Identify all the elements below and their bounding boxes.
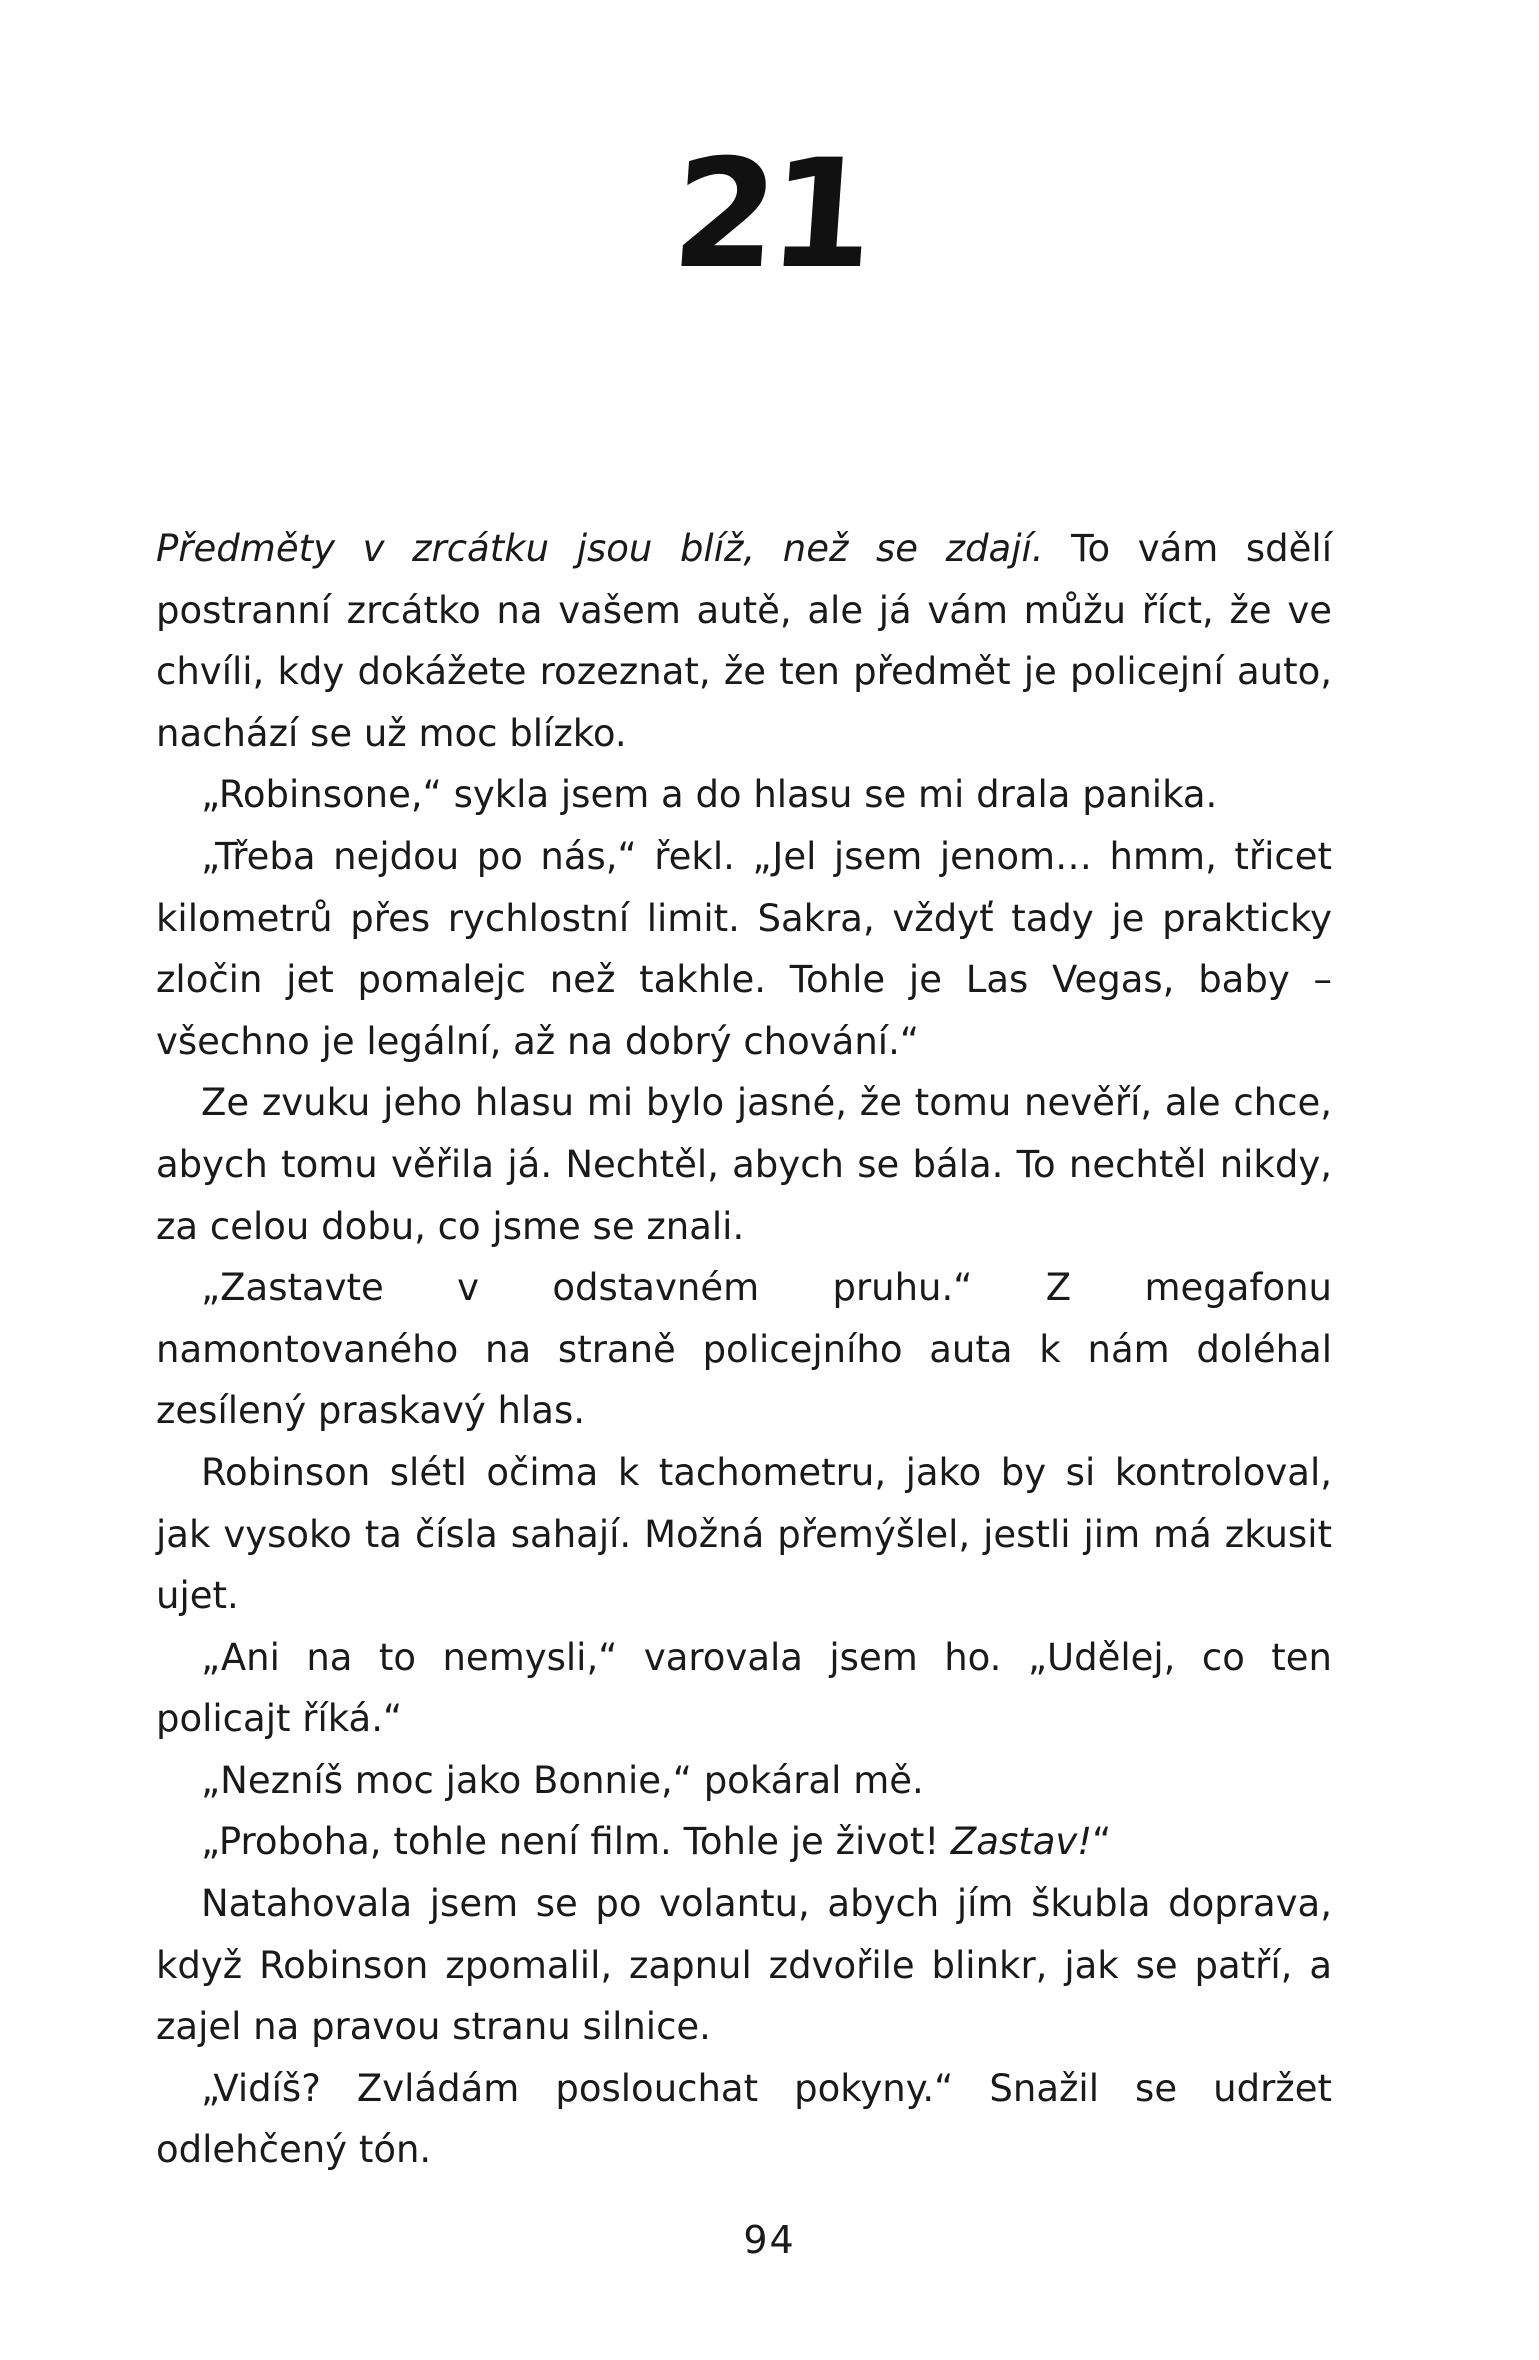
italic-phrase: Zastav! xyxy=(950,1820,1093,1864)
paragraph-5: „Zastavte v odstavném pruhu.“ Z megafonu namontovaného na straně policejního auta k nám doléhal zesílený praskavý hlas. xyxy=(156,1266,1332,1433)
paragraph-2: „Robinsone,“ sykla jsem a do hlasu se mi drala panika. xyxy=(201,773,1218,817)
paragraph-text: „Proboha, tohle není film. Tohle je život! xyxy=(201,1820,951,1864)
paragraph-9 xyxy=(156,1811,1332,1873)
paragraph-1 xyxy=(156,518,1332,764)
paragraph-7: „Ani na to nemysli,“ varovala jsem ho. „Udělej, co ten policajt říká.“ xyxy=(156,1635,1332,1741)
paragraph-3: „Třeba nejdou po nás,“ řekl. „Jel jsem jenom… hmm, třicet kilometrů přes rychlostní limit. Sakra, vždyť tady je prakticky zločin jet pomalejc než takhle. Tohle je Las Vegas, baby – všechno je legální, až na dobrý chování.“ xyxy=(156,834,1332,1063)
paragraph-6: Robinson slétl očima k tachometru, jako by si kontroloval, jak vysoko ta čísla sahají. Možná přemýšlel, jestli jim má zkusit ujet. xyxy=(156,1450,1332,1618)
page-number: 94 xyxy=(743,2218,796,2262)
paragraph-4: Ze zvuku jeho hlasu mi bylo jasné, že tomu nevěří, ale chce, abych tomu věřila já. Nechtěl, abych se bála. To nechtěl nikdy, za celou dobu, co jsme se znali. xyxy=(156,1081,1332,1248)
paragraph-10: Natahovala jsem se po volantu, abych jím škubla doprava, když Robinson zpomalil, zapnul zdvořile blinkr, jak se patří, a zajel na pravou stranu silnice. xyxy=(156,1882,1332,2049)
chapter-body xyxy=(156,518,1332,2181)
chapter-number: 21 xyxy=(667,128,872,302)
closing-quote: “ xyxy=(1092,1820,1112,1864)
paragraph-8: „Nezníš moc jako Bonnie,“ pokáral mě. xyxy=(201,1758,924,1802)
paragraph-text: To vám sdělí postranní zrcátko na vašem autě, ale já vám můžu říct, že ve chvíli, kdy dokážete rozeznat, že ten předmět je policejní auto, nachází se už moc blízko. xyxy=(156,527,1332,755)
italic-phrase: Předměty v zrcátku jsou blíž, než se zdají. xyxy=(156,527,1044,570)
paragraph-11: „Vidíš? Zvládám poslouchat pokyny.“ Snažil se udržet odlehčený tón. xyxy=(156,2066,1332,2172)
